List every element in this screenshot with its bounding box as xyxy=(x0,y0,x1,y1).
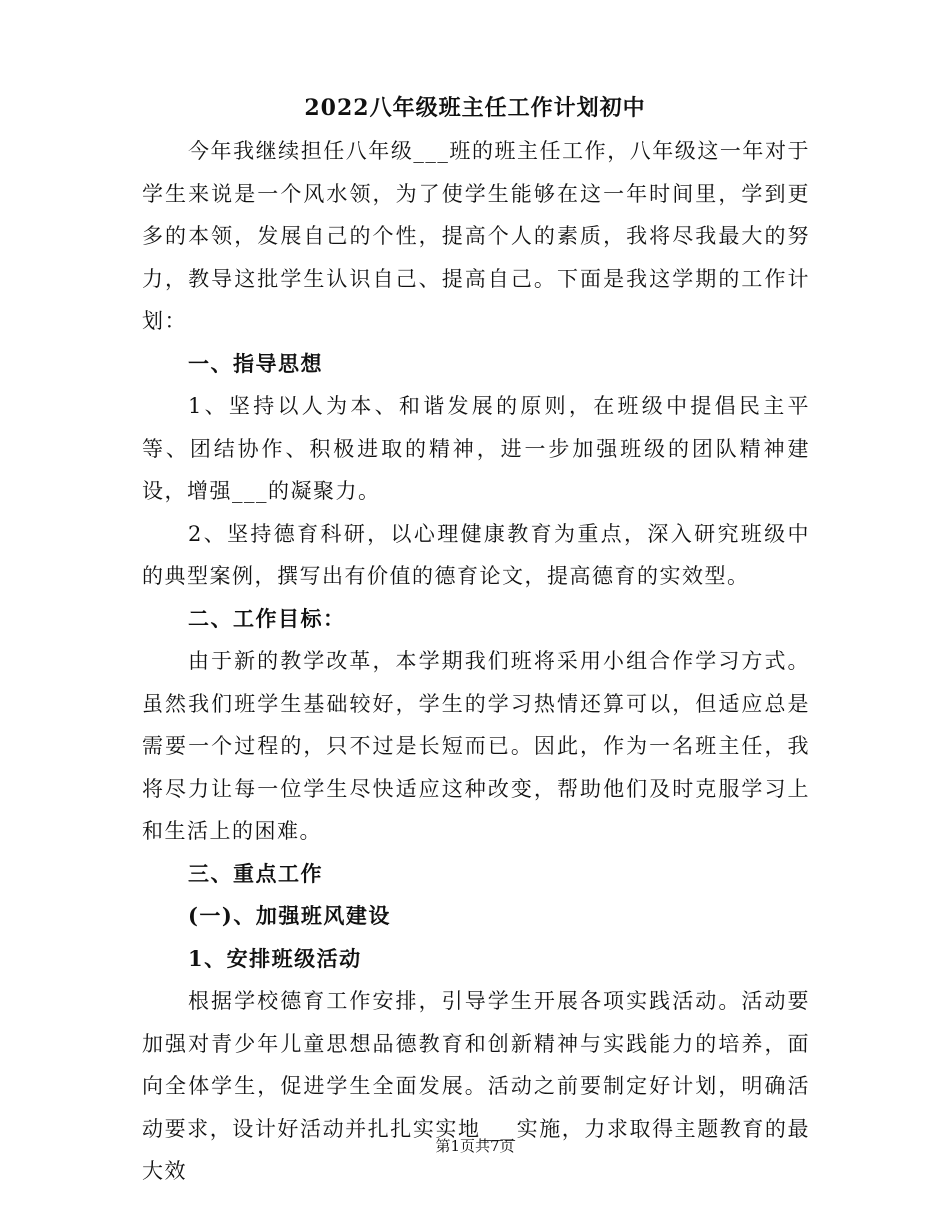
page-footer: 第1页共7页 xyxy=(435,1137,515,1155)
document-body xyxy=(142,130,810,1193)
paragraph-item-2: 2、坚持德育科研，以心理健康教育为重点，深入研究班级中的典型案例，撰写出有价值的德育论文，提高德育的实效型。 xyxy=(142,521,810,588)
section-heading-work-goals: 二、工作目标： xyxy=(188,605,346,631)
class-activities-paragraph: 根据学校德育工作安排，引导学生开展各项实践活动。活动要加强对青少年儿童思想品德教育和创新精神与实践能力的培养，面向全体学生，促进学生全面发展。活动之前要制定好计划，明确活动要求，设计好活动并扎扎实实地___实施，力求取得主题教育的最大效 xyxy=(142,989,810,1183)
section-heading-guiding-ideology: 一、指导思想 xyxy=(188,350,323,376)
subsection-heading-class-activities: 1、安排班级活动 xyxy=(188,945,362,971)
intro-paragraph: 今年我继续担任八年级___班的班主任工作，八年级这一年对于学生来说是一个风水领，为了使学生能够在这一年时间里，学到更多的本领，发展自己的个性，提高个人的素质，我将尽我最大的努力，教导这批学生认识自己、提高自己。下面是我这学期的工作计划： xyxy=(142,139,810,333)
section-heading-key-work: 三、重点工作 xyxy=(188,860,323,886)
subsection-heading-class-style: (一)、加强班风建设 xyxy=(188,903,391,928)
paragraph-item-1: 1、坚持以人为本、和谐发展的原则，在班级中提倡民主平等、团结协作、积极进取的精神，进一步加强班级的团队精神建设，增强___的凝聚力。 xyxy=(142,394,810,503)
document-title: 2022八年级班主任工作计划初中 xyxy=(304,95,646,121)
work-goals-paragraph: 由于新的教学改革，本学期我们班将采用小组合作学习方式。虽然我们班学生基础较好，学生的学习热情还算可以，但适应总是需要一个过程的，只不过是长短而已。因此，作为一名班主任，我将尽力让每一位学生尽快适应这种改变，帮助他们及时克服学习上和生活上的困难。 xyxy=(142,649,810,843)
